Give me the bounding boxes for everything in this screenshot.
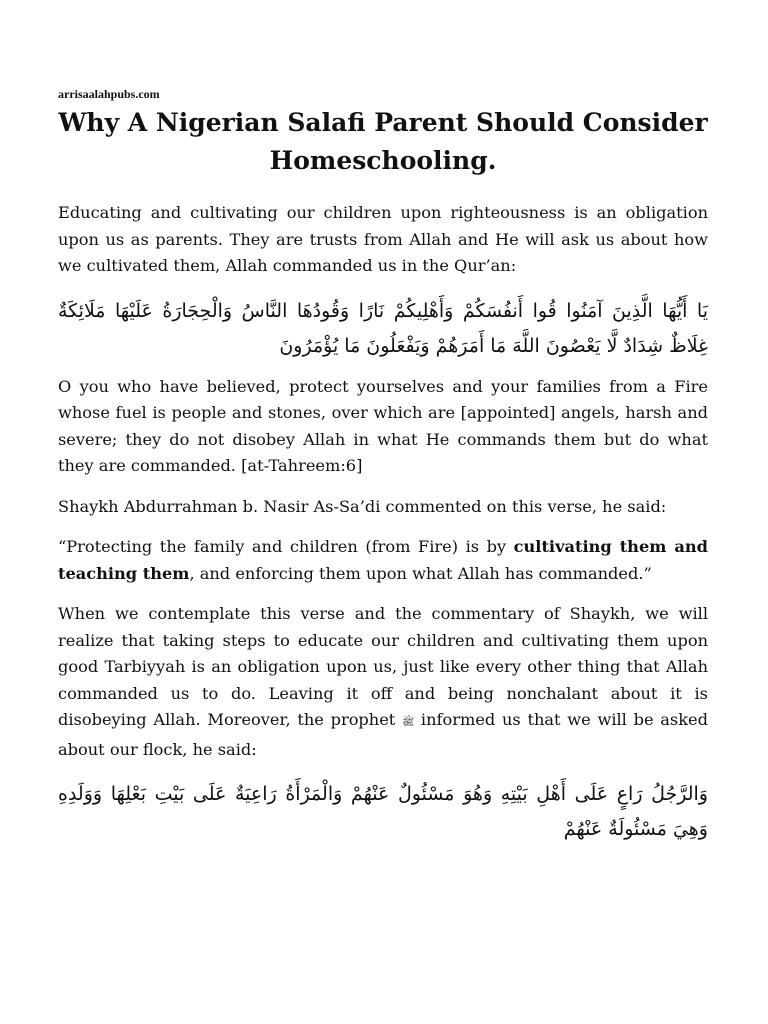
contemplation-text-end: informed us that we will be asked about our flock, he said:	[58, 710, 708, 759]
document-title	[58, 104, 708, 180]
title-line-1: Why A Nigerian Salafi Parent Should Consider	[58, 108, 708, 137]
quote-text-end: , and enforcing them upon what Allah has commanded.”	[189, 563, 652, 583]
commentary-quote	[58, 534, 708, 587]
title-line-2: Homeschooling.	[269, 146, 497, 175]
salutation-glyph: ﷺ	[402, 717, 415, 728]
quote-text-start: “Protecting the family and children (from Fire) is by	[58, 537, 514, 556]
site-url: arrisaalahpubs.com	[58, 87, 160, 101]
quote-emphasis: cultivating them and teaching them	[58, 537, 708, 583]
contemplation-text-start: When we contemplate this verse and the commentary of Shaykh, we will realize that taking steps to educate our children and cultivating them upon good Tarbiyyah is an obligation upon us, just like every other thing that Allah commanded us to do. Leaving it off and being nonchalant about it is disobeying Allah. Moreover, the prophet	[58, 604, 708, 729]
contemplation-paragraph	[58, 601, 708, 763]
document-page	[58, 86, 708, 857]
arabic-hadith: وَالرَّجُلُ رَاعٍ عَلَى أَهْلِ بَيْتِهِ وَهُوَ مَسْئُولٌ عَنْهُمْ وَالْمَرْأَةُ رَاعِيَةٌ عَلَى بَيْتِ بَعْلِهَا وَوَلَدِهِ وَهِيَ مَسْئُولَةٌ عَنْهُمْ	[58, 783, 708, 840]
arabic-verse: يَا أَيُّهَا الَّذِينَ آمَنُوا قُوا أَنفُسَكُمْ وَأَهْلِيكُمْ نَارًا وَقُودُهَا النَّاسُ وَالْحِجَارَةُ عَلَيْهَا مَلَائِكَةٌ غِلَاظٌ شِدَادٌ لَّا يَعْصُونَ اللَّهَ مَا أَمَرَهُمْ وَيَفْعَلُونَ مَا يُؤْمَرُونَ	[58, 299, 708, 357]
intro-paragraph: Educating and cultivating our children upon righteousness is an obligation upon us as parents. They are trusts from Allah and He will ask us about how we cultivated them, Allah commanded us in the Qur’an:	[58, 203, 708, 275]
commentary-intro: Shaykh Abdurrahman b. Nasir As-Sa’di commented on this verse, he said:	[58, 496, 667, 516]
verse-translation: O you who have believed, protect yourselves and your families from a Fire whose fuel is people and stones, over which are [appointed] angels, harsh and severe; they do not disobey Allah in what He commands them but do what they are commanded. [at-Tahreem:6]	[58, 376, 708, 475]
